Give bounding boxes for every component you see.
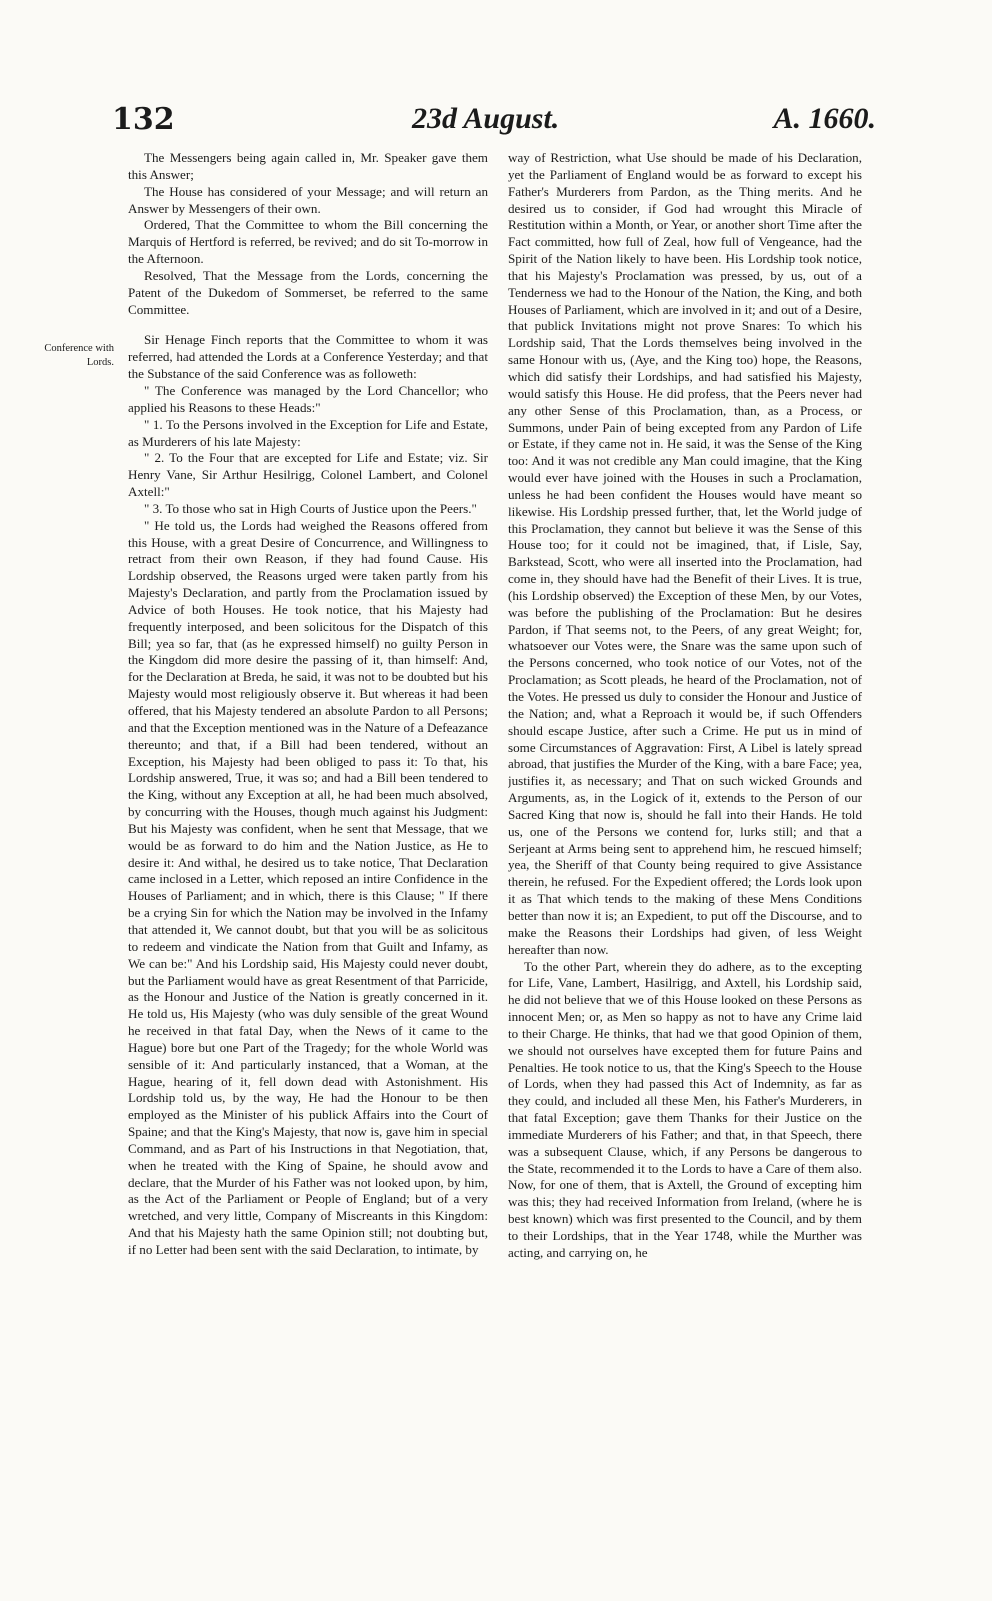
paragraph: " The Conference was managed by the Lord Chancellor; who applied his Reasons to these Heads:" — [128, 382, 488, 415]
paragraph: " 1. To the Persons involved in the Exception for Life and Estate, as Murderers of his late Majesty: — [128, 416, 488, 449]
margin-note-conference: Conference with Lords. — [44, 343, 114, 368]
left-column — [128, 150, 488, 1590]
paragraph: Resolved, That the Message from the Lords, concerning the Patent of the Dukedom of Sommerset, be referred to the same Committee. — [128, 267, 488, 317]
header-year: A. 1660. — [773, 102, 876, 135]
page-number: 132 — [112, 102, 175, 137]
paragraph: " 2. To the Four that are excepted for Life and Estate; viz. Sir Henry Vane, Sir Arthur Hesilrigg, Colonel Lambert, and Colonel Axtell:" — [128, 450, 488, 500]
paragraph: way of Restriction, what Use should be made of his Declaration, yet the Parliament of England would be as forward to except his Father's Murderers from Pardon, as the Thing merits. And he desired us to consider, if God had wrought this Miracle of Restitution within a Month, or Year, or another short Time after the Fact committed, how full of Zeal, how full of Vengeance, had the Spirit of the Nation likely to have been. His Lordship took notice, that his Majesty's Proclamation was pressed, by us, out of a Tenderness we had to the Honour of the Nation, the King, and both Houses of Parliament, which are involved in it; and out of a Desire, that publick Invitations might not prove Snares: To which his Lordship said, That the Lords themselves being involved in the same Honour with us, (Aye, and the King too) hope, the Reasons, which did satisfy their Lordships, and had satisfied his Majesty, would satisfy this House. He did profess, that the Peers never had any other Sense of this Proclamation, than, as a Process, or Summons, under Pain of being excepted from any Pardon of Life or Estate, if they came not in. He said, it was the Sense of the King too: And it was not credible any Man could imagine, that the King would ever have joined with the Houses in such a Proclamation, unless he had been confident the Houses would have meant so likewise. His Lordship pressed further, that, let the World judge of this Proclamation, they cannot but believe it was the Sense of this House too; for it could not be imagined, that, if Lisle, Say, Barkstead, Scott, who were all inserted into the Proclamation, had come in, they should have had the Benefit of their Lives. It is true, (his Lordship observed) the Exception of these Men, by our Votes, was before the publishing of the Proclamation: But he desires Pardon, if That seems not, to the Peers, of any great Weight; for, whatsoever our Votes were, the Snare was the same upon such of the Persons concerned, who took notice of our Votes, not of the Proclamation; as Scott pleads, he heard of the Proclamation, not of the Votes. He pressed us duly to consider the Honour and Justice of the Nation; and, what a Reproach it would be, if such Offenders should escape Justice, after such a Crime. He put us in mind of some Circumstances of Aggravation: First, A Libel is lately spread abroad, that justifies the Murder of the King, with a bare Face; yea, justifies it, as necessary; and That on such wicked Grounds and Arguments, as, in the Logick of it, extends to the Person of our Sacred King that now is, should he fall into their Hands. He told us, one of the Persons we contend for, lurks still; and that a Serjeant at Arms being sent to apprehend him, he rescued himself; yea, the Sheriff of that County being required to give Assistance therein, he refused. For the Expedient offered; the Lords look upon it as That which tends to the making of these Mens Conditions better than now it is; an Expedient, to put off the Discourse, and to make the Reasons their Lordships had given, of less Weight hereafter than now. — [508, 150, 862, 957]
paragraph: The House has considered of your Message; and will return an Answer by Messengers of their own. — [128, 183, 488, 216]
running-header — [112, 102, 876, 142]
paragraph: The Messengers being again called in, Mr. Speaker gave them this Answer; — [128, 150, 488, 182]
right-column — [508, 150, 862, 1590]
paragraph: " He told us, the Lords had weighed the Reasons offered from this House, with a great Desire of Concurrence, and Willingness to retract from their own Reason, if they had found Cause. His Lordship observed, the Reasons urged were taken partly from his Majesty's Declaration, and partly from the Proclamation issued by Advice of both Houses. He took notice, that his Majesty had frequently interposed, and been solicitous for the Dispatch of this Bill; yea so far, that (as he expressed himself) no guilty Person in the Kingdom did more desire the passing of it, than himself: And, for the Declaration at Breda, he said, it was not to be doubted but his Majesty would most religiously observe it. But whereas it had been offered, that his Majesty tendered an absolute Pardon to all Persons; and that the Exception mentioned was in the Nature of a Defeazance thereunto; and that, if a Bill had been tendered, without an Exception, his Majesty had been obliged to pass it: To that, his Lordship answered, True, it was so; and had a Bill been tendered to the King, without any Exception at all, he had been much absolved, by concurring with the Houses, though much against his Judgment: But his Majesty was confident, when he sent that Message, that we would be as forward to do him and the Nation Justice, as He to desire it: And withal, he desired us to take notice, That Declaration came inclosed in a Letter, which reposed an intire Confidence in the Houses of Parliament; and in which, there is this Clause; " If there be a crying Sin for which the Nation may be involved in the Infamy that attended it, We cannot doubt, but that you will be as solicitous to redeem and vindicate the Nation from that Guilt and Infamy, as We can be:" And his Lordship said, His Majesty could never doubt, but the Parliament would have as great Resentment of that Parricide, as the Honour and Justice of the Nation is greatly concerned in it. He told us, His Majesty (who was duly sensible of the great Wound he received in that fatal Day, when the News of it came to the Hague) bore but one Part of the Tragedy; for the whole World was sensible of it: And particularly instanced, that a Woman, at the Hague, hearing of it, fell down dead with Astonishment. His Lordship told us, by the way, He had the Honour to be then employed as the Minister of his publick Affairs into the Court of Spaine; and that the King's Majesty, that now is, gave him in special Command, and as Part of his Instructions in that Negotiation, that, when he treated with the King of Spaine, he should avow and declare, that the Murder of his Father was not looked upon, by him, as the Act of the Parliament or People of England; but of a very wretched, and very little, Company of Miscreants in this Kingdom: And that his Majesty hath the same Opinion still; not doubting but, if no Letter had been sent with the said Declaration, to intimate, by — [128, 517, 488, 1257]
paragraph: " 3. To those who sat in High Courts of Justice upon the Peers." — [144, 500, 477, 516]
paragraph: To the other Part, wherein they do adhere, as to the excepting for Life, Vane, Lambert, Hasilrigg, and Axtell, his Lordship said, he did not believe that we of this House looked on these Persons as innocent Men; or, as Men so happy as not to have any Crime laid to their Charge. He thinks, that had we that good Opinion of them, we should not ourselves have excepted them for future Pains and Penalties. He took notice to us, that the King's Speech to the House of Lords, when they had passed this Act of Indemnity, as far as they could, and included all these Men, his Father's Murderers, in that fatal Exception; gave them Thanks for their Justice on the immediate Murderers of his Father; and that, in that Speech, there was a subsequent Clause, which, if any Persons be dangerous to the State, recommended it to the Lords to have a Care of them also. Now, for one of them, that is Axtell, the Ground of excepting him was this; they had received Information from Ireland, (where he is best known) which was first presented to the Council, and by them to their Lordships, that in the Year 1748, while the Murther was acting, and carrying on, he — [508, 958, 862, 1260]
paragraph: Sir Henage Finch reports that the Committee to whom it was referred, had attended the Lords at a Conference Yesterday; and that the Substance of the said Conference was as followeth: — [128, 332, 488, 382]
paragraph: Ordered, That the Committee to whom the Bill concerning the Marquis of Hertford is referred, be revived; and do sit To-morrow in the Afternoon. — [128, 217, 488, 267]
header-date: 23d August. — [412, 102, 560, 135]
